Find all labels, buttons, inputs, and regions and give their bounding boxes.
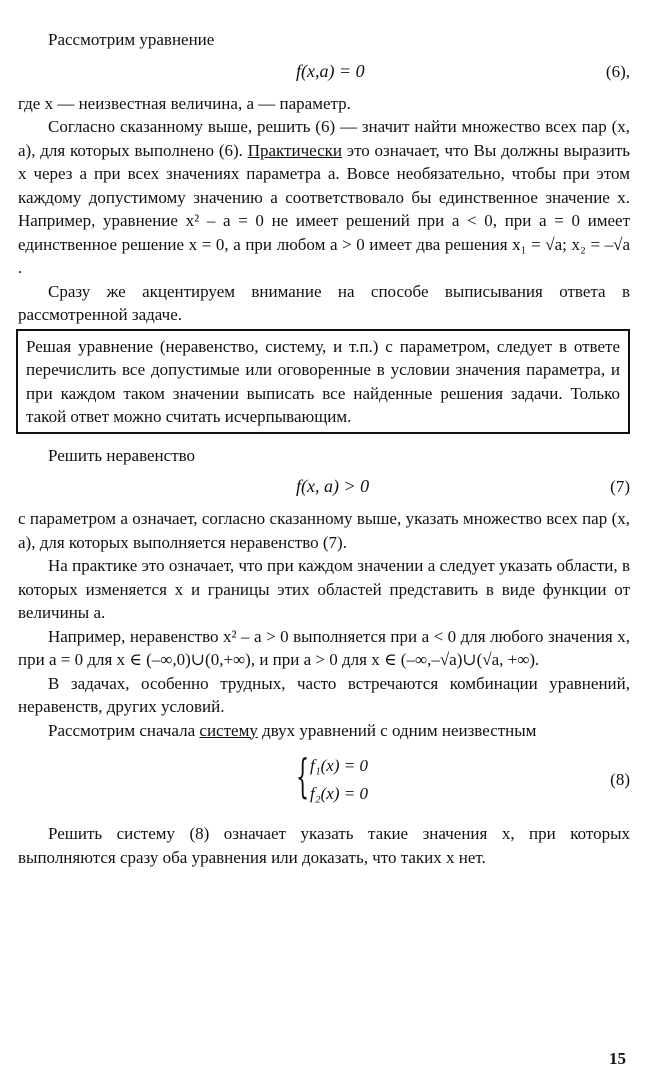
system-equation-2: f₂(x) = 0 [310, 784, 368, 803]
paragraph-example: Например, неравенство x² – a > 0 выполняется при a < 0 для любого значения x, при a = 0 для x ∈ (–∞,0)∪(0,+∞), и при a > 0 для x ∈ (–∞,–√a)∪(√a, +∞). [18, 626, 630, 669]
equation-6-formula: f(x,a) = 0 [296, 60, 365, 81]
equation-7-formula: f(x, a) > 0 [296, 476, 370, 496]
paragraph-emphasis: Сразу же акцентируем внимание на способе выписывания ответа в рассмотренной задаче. [18, 281, 630, 324]
explanation-part-2: это означает, что Вы должны выразить x через a при всех значениях параметра a. Вовсе необязательно, чтобы при этом каждому допустимому значению a соответствовало бы единственное значение x. Например, уравнение x² – a = 0 не имеет решений при a < 0, при a = 0 имеет единственное решение x = 0, а при любом a > 0 имеет два решения x₁ = √a; x₂ = –√a . [18, 140, 631, 277]
paragraph-system-solution: Решить систему (8) означает указать такие значения x, при которых выполняются сразу оба уравнения или доказать, что таких x нет. [18, 824, 630, 867]
equation-6 [18, 52, 630, 92]
page-content [18, 28, 630, 869]
equation-6-number: (6), [605, 61, 630, 81]
paragraph-practice: На практике это означает, что при каждом значении a следует указать области, в которых изменяется x и границы этих областей представить в виде функции от величины a. [18, 556, 630, 622]
paragraph-solve-inequality: Решить неравенство [48, 445, 196, 465]
paragraph-explanation [18, 115, 630, 280]
link-practically[interactable]: Практически [247, 140, 342, 160]
equation-8-number: (8) [610, 770, 630, 789]
system-equation-1: f₁(x) = 0 [310, 756, 368, 775]
system-intro-part-2: двух уравнений с одним неизвестным [262, 720, 537, 740]
equation-7 [18, 467, 630, 507]
paragraph-system-intro [18, 719, 630, 743]
equation-system-8 [18, 748, 630, 814]
paragraph-combinations: В задачах, особенно трудных, часто встречаются комбинации уравнений, неравенств, других условий. [18, 673, 630, 716]
rule-box: Решая уравнение (неравенство, систему, и т.п.) с параметром, следует в ответе перечислить все допустимые или оговоренные в условии значения параметра, и при каждом таком значении выписать все найденные решения задачи. Только такой ответ можно считать исчерпывающим. [16, 329, 630, 434]
system-brace: { [296, 749, 310, 803]
link-system[interactable]: систему [199, 720, 258, 740]
paragraph-definition: где x — неизвестная величина, a — параметр. [18, 93, 351, 113]
paragraph-parameter-meaning: с параметром a означает, согласно сказанному выше, указать множество всех пар (x, a), для которых выполняется неравенство (7). [18, 509, 630, 552]
paragraph-intro: Рассмотрим уравнение [48, 30, 215, 49]
explanation-part-1: Согласно сказанному выше, решить (6) — значит найти множество всех пар (x, a), для которых выполнено (6). [18, 117, 630, 160]
system-intro-part-1: Рассмотрим сначала [48, 720, 196, 740]
equation-7-number: (7) [610, 477, 630, 496]
page-number: 15 [609, 1049, 626, 1068]
